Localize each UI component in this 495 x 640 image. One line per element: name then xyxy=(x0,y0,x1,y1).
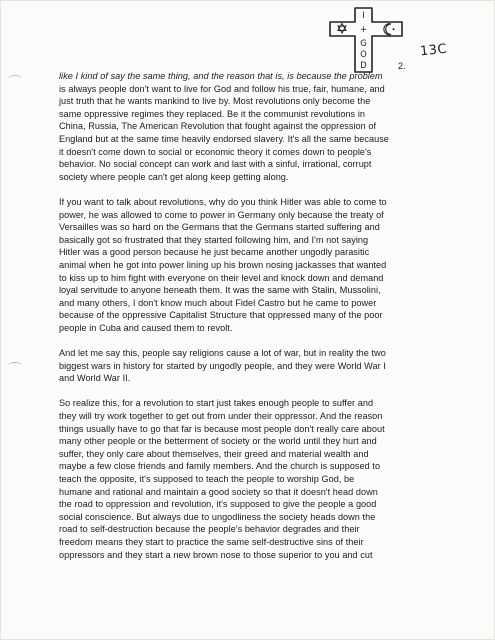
text-line: just truth that he wants mankind to live by. Most revolutions only become the xyxy=(59,96,371,107)
text-line: maybe a few close friends and family members. And the church is supposed to xyxy=(59,461,381,472)
text-line: society where people can't get along keep getting along. xyxy=(59,171,289,182)
handwritten-page-code: 13C xyxy=(419,41,448,60)
text-line: humane and rational and maintain a good society so that it doesn't head down xyxy=(59,486,378,497)
text-line: So realize this, for a revolution to start just takes enough people to suffer and xyxy=(59,398,374,409)
cross-letters xyxy=(360,10,367,70)
document-body xyxy=(59,70,470,574)
cross-letter: D xyxy=(360,60,367,70)
text-line: basically got so frustrated that they started following him, and I'm not saying xyxy=(59,234,369,245)
paragraph xyxy=(59,70,470,183)
cross-letter: O xyxy=(360,49,367,59)
text-line: Hitler was a good person because he just became another ungodly parasitic xyxy=(59,247,370,258)
text-line: they will try work together to get out from under their oppressor. And the reason xyxy=(59,411,383,422)
text-line: and many others, I don't know much about Fidel Castro but he came to power xyxy=(59,297,377,308)
text-line: to kiss up to him fight with everyone on their level and knock down and demand xyxy=(59,272,384,283)
text-line: Versailles was so hard on the Germans that the Germans started suffering and xyxy=(59,222,380,233)
paragraph xyxy=(59,397,470,561)
text-line: power, he was allowed to come to power in Germany only because the treaty of xyxy=(59,209,384,220)
text-line: many other people or the betterment of society or the world until they hurt and xyxy=(59,436,377,447)
paragraph xyxy=(59,196,470,335)
star-of-david-icon xyxy=(338,24,346,34)
text-line: it doesn't come down to social or economic theory it comes down to people's xyxy=(59,146,372,157)
text-line: the road to oppression and revolution, it's supposed to give the people a good xyxy=(59,499,377,510)
text-line: And let me say this, people say religions cause a lot of war, but in reality the two xyxy=(59,348,386,359)
text-line: people in Cuba and caused them to revolt. xyxy=(59,322,233,333)
text-line: oppressors and they start a new brown nose to those superior to you and cut xyxy=(59,549,373,560)
text-line: animal when he got into power lining up his brown nosing jackasses that wanted xyxy=(59,259,387,270)
text-line: social conscience. But always due to ungodliness the society heads down the xyxy=(59,511,376,522)
paragraph xyxy=(59,347,470,385)
text-line: and World War II. xyxy=(59,373,131,384)
text-line: freedom means they start to practice the same self-destructive sins of their xyxy=(59,536,364,547)
text-line: same oppressive regimes they replaced. Be it the communist revolutions in xyxy=(59,108,365,119)
text-line: things usually have to go that far is because most people don't really care about xyxy=(59,423,385,434)
crescent-moon-icon xyxy=(384,24,395,35)
text-line: England but at the same time heavily endorsed slavery. It's all the same because xyxy=(59,133,389,144)
text-line: biggest wars in history for started by ungodly people, and they were World War I xyxy=(59,360,386,371)
text-line: China, Russia, The American Revolution that fought against the oppression of xyxy=(59,121,377,132)
cross-letter: + xyxy=(359,24,368,34)
text-line: because of the oppressive Capitalist Structure that oppressed many of the poor xyxy=(59,310,383,321)
text-line: is always people don't want to live for God and follow his true, fair, humane, and xyxy=(59,83,385,94)
text-line: suffer, they only care about themselves, their greed and material wealth and xyxy=(59,448,369,459)
text-line: loyal servitude to anyone beneath them. It was the same with Stalin, Mussolini, xyxy=(59,285,381,296)
punch-hole-mark xyxy=(8,362,22,370)
text-line: behavior. No social concept can work and last with a sinful, irrational, corrupt xyxy=(59,159,372,170)
cross-letter: G xyxy=(360,38,367,48)
text-line: road to self-destruction because the people's behavior degrades and their xyxy=(59,524,360,535)
cross-letter: I xyxy=(362,10,365,20)
page-number: 2. xyxy=(398,61,406,71)
text-line: like I kind of say the same thing, and the reason that is, is because the problem xyxy=(59,71,383,81)
punch-hole-mark xyxy=(8,75,22,83)
text-line: teach the opposite, it's supposed to teach the people to worship God, be xyxy=(59,474,355,484)
hand-drawn-cross-icon xyxy=(328,6,404,74)
text-line: If you want to talk about revolutions, why do you think Hitler was able to come to xyxy=(59,196,387,207)
